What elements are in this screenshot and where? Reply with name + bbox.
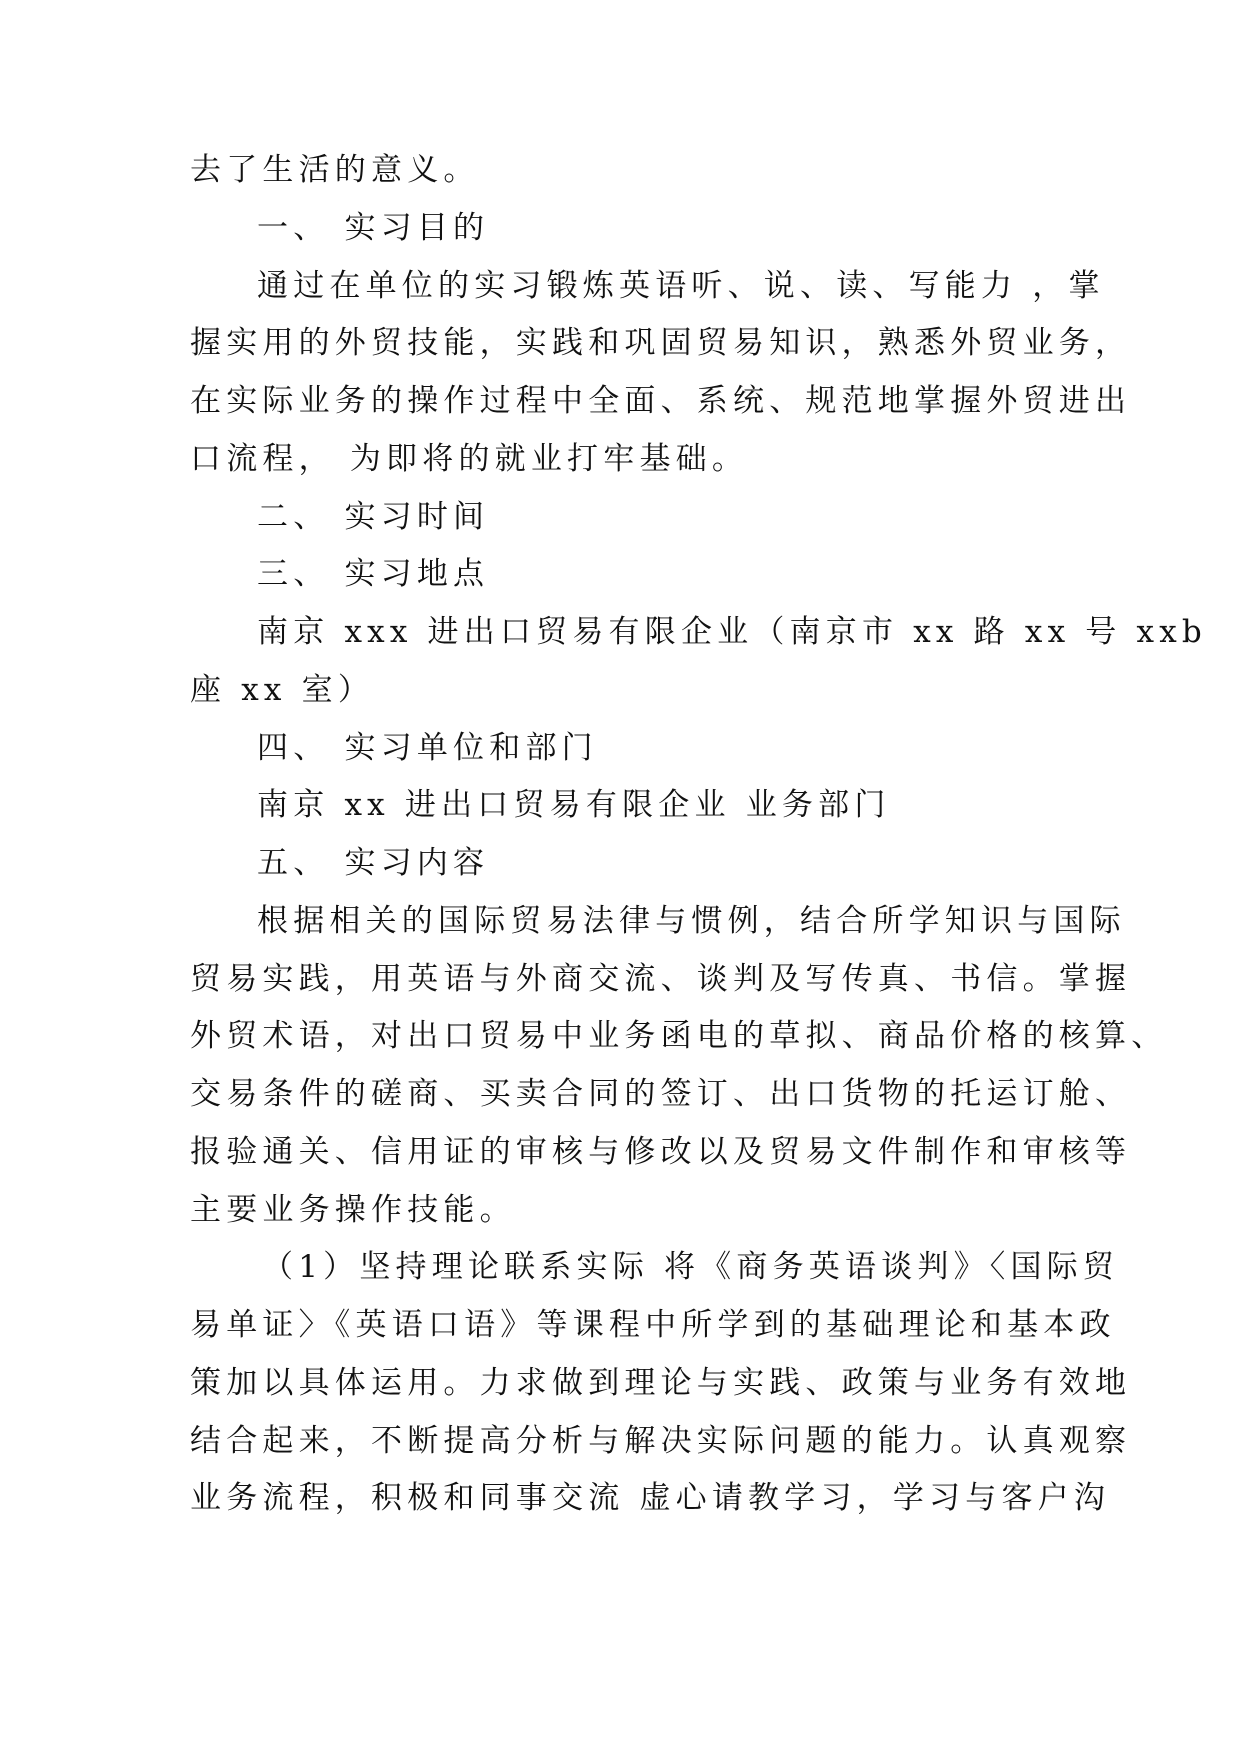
text-line: 结合起来，不断提高分析与解决实际问题的能力。认真观察: [190, 1423, 1132, 1459]
section-heading: 四、 实习单位和部门: [257, 730, 598, 766]
section-heading: 五、 实习内容: [257, 845, 490, 881]
text-line: 贸易实践，用英语与外商交流、谈判及写传真、书信。掌握: [190, 961, 1132, 997]
section-heading: 二、 实习时间: [257, 499, 490, 535]
text-line: 去了生活的意义。: [190, 152, 480, 188]
text-line: 通过在单位的实习锻炼英语听、说、读、写能力 ，掌: [257, 268, 1105, 304]
text-line: 主要业务操作技能。: [190, 1192, 516, 1228]
text-line: 策加以具体运用。力求做到理论与实践、政策与业务有效地: [190, 1365, 1132, 1401]
text-line: 报验通关、信用证的审核与修改以及贸易文件制作和审核等: [190, 1134, 1132, 1170]
text-line: 座 xx 室）: [190, 672, 375, 708]
text-line: 交易条件的磋商、买卖合同的签订、出口货物的托运订舱、: [190, 1076, 1132, 1112]
text-line: 根据相关的国际贸易法律与惯例，结合所学知识与国际: [257, 903, 1126, 939]
text-line: 握实用的外贸技能，实践和巩固贸易知识，熟悉外贸业务，: [190, 325, 1132, 361]
text-line: 易单证〉《英语口语》等课程中所学到的基础理论和基本政: [190, 1307, 1116, 1343]
text-line: 南京 xx 进出口贸易有限企业 业务部门: [257, 787, 891, 823]
text-line: 南京 xxx 进出口贸易有限企业（南京市 xx 路 xx 号 xxb: [257, 614, 1207, 650]
section-heading: 三、 实习地点: [257, 556, 490, 592]
section-heading: 一、 实习目的: [257, 210, 490, 246]
text-line: 业务流程，积极和同事交流 虚心请教学习，学习与客户沟: [190, 1480, 1111, 1516]
text-line: 外贸术语，对出口贸易中业务函电的草拟、商品价格的核算、: [190, 1018, 1168, 1054]
text-line: 口流程， 为即将的就业打牢基础。: [190, 441, 749, 477]
text-line: （1）坚持理论联系实际 将《商务英语谈判》〈国际贸: [262, 1249, 1120, 1285]
text-line: 在实际业务的操作过程中全面、系统、规范地掌握外贸进出: [190, 383, 1132, 419]
